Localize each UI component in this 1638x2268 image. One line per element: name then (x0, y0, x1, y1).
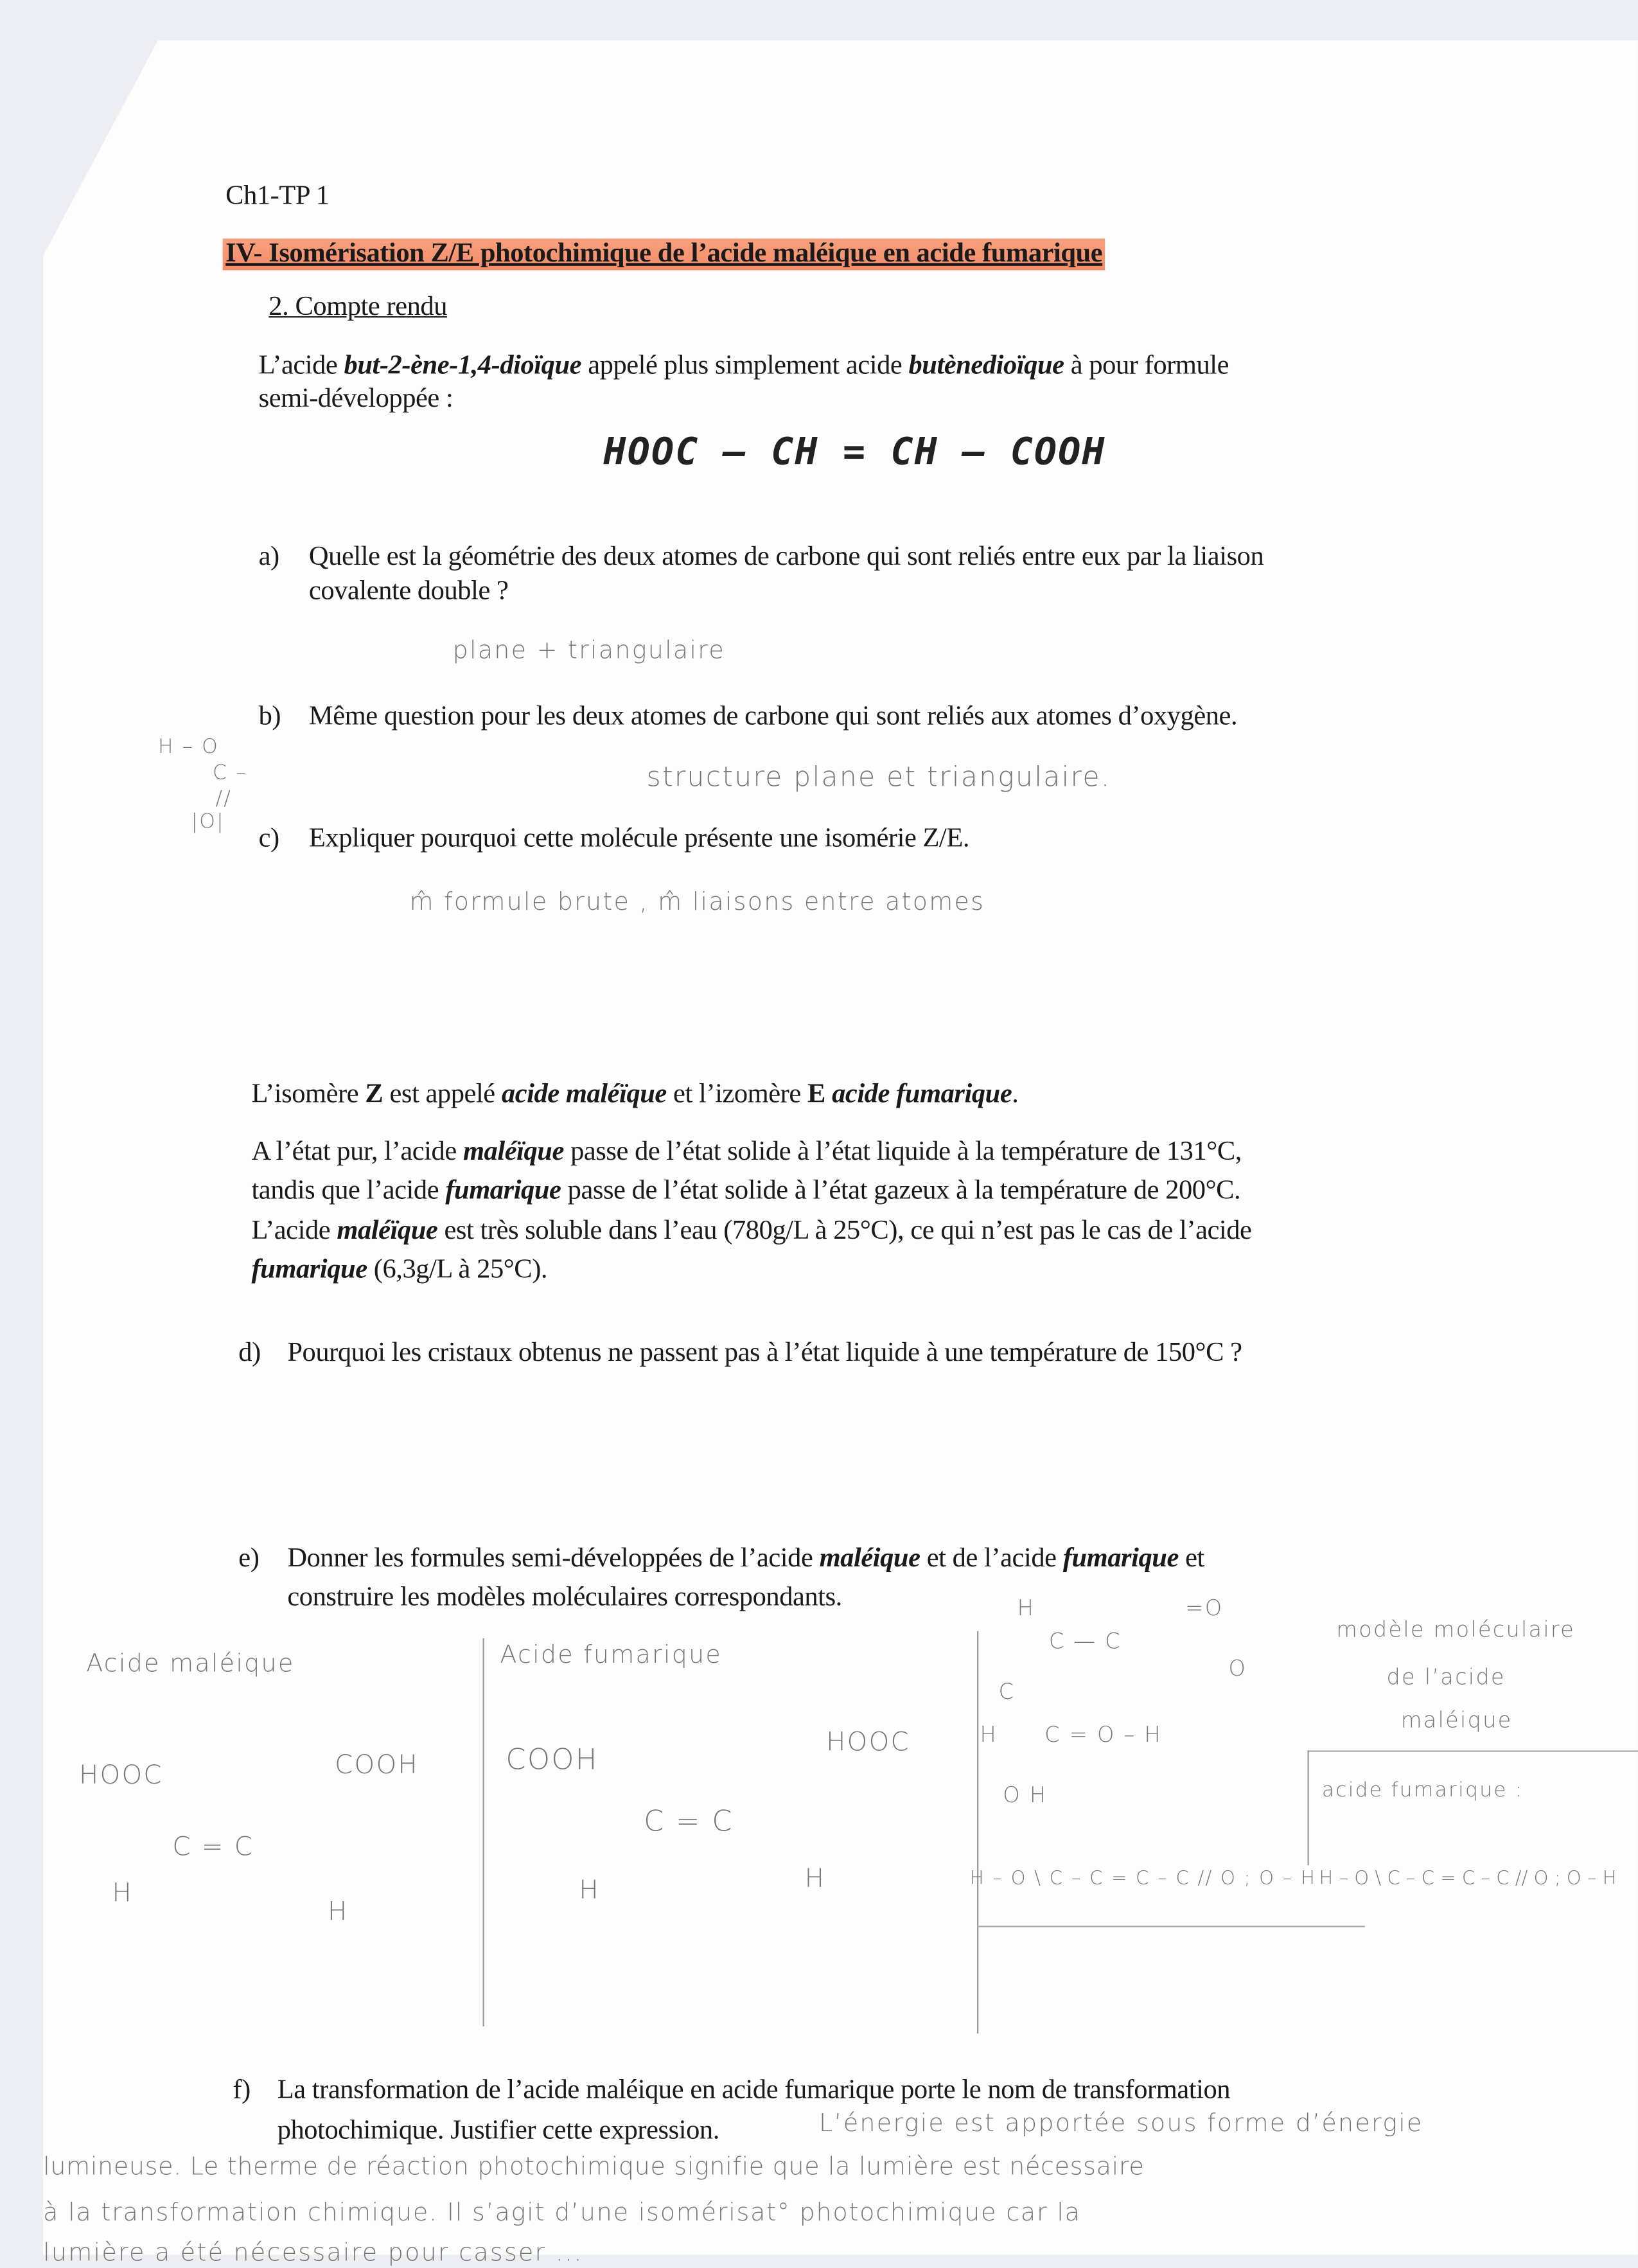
answer-c: m̂ formule brute , m̂ liaisons entre atomes (409, 888, 985, 917)
model-atom: O (1228, 1655, 1247, 1682)
divider (1307, 1750, 1308, 1865)
maleic-developed-formula: H – O \ C – C = C – C // O ; O – H (969, 1868, 1317, 1890)
question-a-line-2: covalente double ? (308, 576, 509, 607)
model-atom: =O (1185, 1595, 1224, 1622)
model-label: de l’acide (1386, 1664, 1506, 1690)
question-b-line-1: Même question pour les deux atomes de carbone qui sont reliés aux atomes d’oxygène. (308, 701, 1238, 732)
section-title: IV- Isomérisation Z/E photochimique de l’acide maléique en acide fumarique (223, 238, 1105, 270)
intro-line-2: semi-développée : (258, 384, 454, 414)
fumaric-model-label: acide fumarique : (1321, 1779, 1524, 1802)
answer-f-line: à la transformation chimique. Il s’agit d’une isomérisat° photochimique car la (43, 2199, 1081, 2228)
fumaric-group: HOOC (826, 1727, 910, 1758)
divider (483, 1638, 484, 2026)
divider (977, 1926, 1365, 1927)
divider (1307, 1750, 1637, 1751)
question-f-line-1: La transformation de l’acide maléique en acide fumarique porte le nom de transformation (277, 2075, 1231, 2105)
model-atom: C = O – H (1044, 1721, 1162, 1748)
question-e-label: e) (238, 1543, 260, 1574)
question-e-line-2: construire les modèles moléculaires correspondants. (287, 1582, 842, 1613)
model-atom: O H (1003, 1782, 1048, 1808)
course-label: Ch1-TP 1 (225, 181, 330, 211)
maleic-group: HOOC (79, 1760, 163, 1791)
question-f-label: f) (233, 2075, 251, 2105)
answer-f-line: lumière a été nécessaire pour casser ... (43, 2238, 583, 2268)
question-a-line-1: Quelle est la géométrie des deux atomes de carbone qui sont reliés entre eux par la liaison (308, 542, 1264, 572)
info-para-2: A l’état pur, l’acide maléïque passe de l’état solide à l’état liquide à la température de 131°C, (251, 1137, 1242, 1167)
divider (977, 1631, 978, 2033)
fumaric-label: Acide fumarique (500, 1641, 723, 1670)
intro-line-1: L’acide but-2-ène-1,4-dioïque appelé plus simplement acide butènedioïque à pour formule (258, 350, 1229, 381)
margin-sketch: H – O (158, 736, 220, 759)
info-para-5: fumarique (6,3g/L à 25°C). (251, 1254, 548, 1285)
question-c-line-1: Expliquer pourquoi cette molécule présente une isomérie Z/E. (308, 823, 970, 854)
margin-sketch: C – (213, 761, 248, 785)
fumaric-h: H (579, 1875, 600, 1906)
info-para-3: tandis que l’acide fumarique passe de l’état solide à l’état gazeux à la température de 200°C. (251, 1175, 1241, 1206)
question-d-line-1: Pourquoi les cristaux obtenus ne passent pas à l’état liquide à une température de 150°C ? (287, 1338, 1242, 1369)
fumaric-double-bond: C = C (644, 1803, 734, 1838)
maleic-double-bond: C = C (172, 1832, 254, 1863)
question-e-line-1: Donner les formules semi-développées de l’acide maléique et de l’acide fumarique et (287, 1543, 1204, 1574)
model-atom: H (1017, 1595, 1035, 1622)
answer-b: structure plane et triangulaire. (646, 761, 1111, 793)
model-atom: C — C (1048, 1628, 1122, 1654)
fumaric-developed-formula: H – O \ C – C = C – C // O ; O – H (1319, 1868, 1617, 1890)
question-a-label: a) (258, 542, 279, 572)
answer-f-line: lumineuse. Le therme de réaction photochimique signifie que la lumière est nécessaire (43, 2152, 1145, 2182)
maleic-label: Acide maléique (86, 1649, 295, 1679)
maleic-group: COOH (335, 1750, 419, 1781)
question-d-label: d) (238, 1338, 261, 1369)
info-para-1: L’isomère Z est appelé acide maléïque et l’izomère E acide fumarique. (251, 1079, 1019, 1110)
answer-a: plane + triangulaire (452, 636, 725, 666)
margin-sketch: // (215, 787, 233, 811)
subsection-title: 2. Compte rendu (269, 292, 448, 323)
question-f-line-2: photochimique. Justifier cette expression. (277, 2115, 719, 2146)
margin-sketch: |O| (191, 810, 225, 834)
answer-f-line: L’énergie est apportée sous forme d’énergie (818, 2109, 1423, 2139)
model-atom: H (980, 1721, 998, 1748)
maleic-h: H (327, 1897, 349, 1927)
model-atom: C (998, 1678, 1016, 1705)
question-b-label: b) (258, 701, 281, 732)
maleic-h: H (112, 1878, 134, 1909)
fumaric-h: H (804, 1864, 826, 1895)
formula: HOOC – CH = CH – COOH (603, 431, 1106, 475)
model-label: modèle moléculaire (1336, 1617, 1576, 1643)
model-label: maléique (1400, 1707, 1513, 1733)
info-para-4: L’acide maléïque est très soluble dans l’eau (780g/L à 25°C), ce qui n’est pas le cas de l’acide (251, 1216, 1252, 1246)
fumaric-group: COOH (506, 1742, 599, 1776)
question-c-label: c) (258, 823, 279, 854)
